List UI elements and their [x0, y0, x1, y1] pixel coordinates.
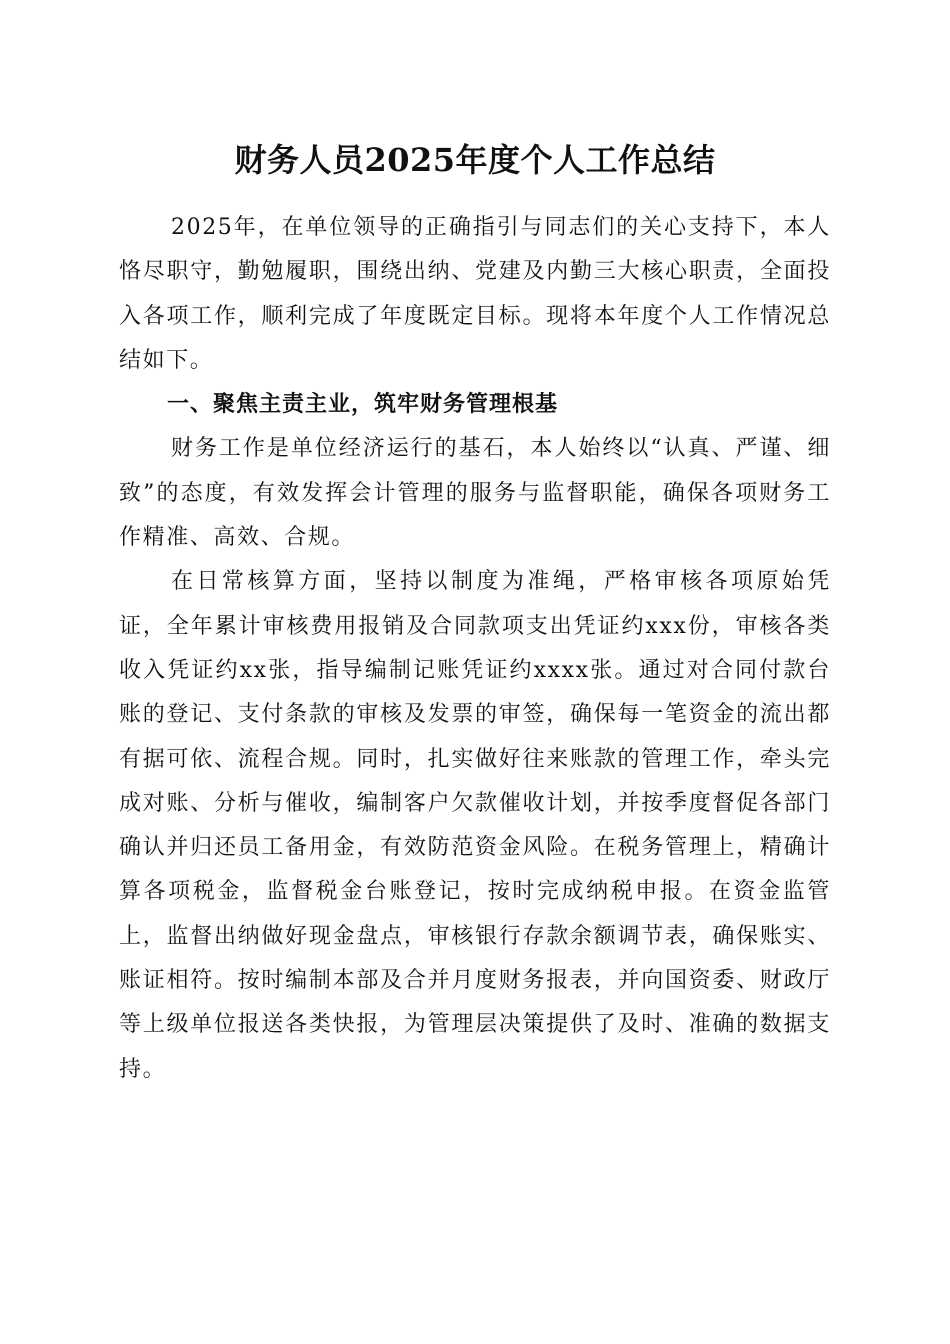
document-title: 财务人员2025年度个人工作总结	[234, 141, 716, 179]
section-1-paragraph-1: 财务工作是单位经济运行的基石，本人始终以“认真、严谨、细致”的态度，有效发挥会计管理的服务与监督职能，确保各项财务工作精准、高效、合规。	[119, 436, 831, 551]
document-body	[119, 206, 831, 1092]
section-1-paragraph-2: 在日常核算方面，坚持以制度为准绳，严格审核各项原始凭证，全年累计审核费用报销及合同款项支出凭证约xxx份，审核各类收入凭证约xx张，指导编制记账凭证约xxxx张。通过对合同付款台账的登记、支付条款的审核及发票的审签，确保每一笔资金的流出都有据可依、流程合规。同时，扎实做好往来账款的管理工作，牵头完成对账、分析与催收，编制客户欠款催收计划，并按季度督促各部门确认并归还员工备用金，有效防范资金风险。在税务管理上，精确计算各项税金，监督税金台账登记，按时完成纳税申报。在资金监管上，监督出纳做好现金盘点，审核银行存款余额调节表，确保账实、账证相符。按时编制本部及合并月度财务报表，并向国资委、财政厅等上级单位报送各类快报，为管理层决策提供了及时、准确的数据支持。	[119, 569, 831, 1082]
section-heading-1: 一、聚焦主责主业，筑牢财务管理根基	[167, 392, 559, 418]
intro-paragraph: 2025年，在单位领导的正确指引与同志们的关心支持下，本人恪尽职守，勤勉履职，围绕出纳、党建及内勤三大核心职责，全面投入各项工作，顺利完成了年度既定目标。现将本年度个人工作情况总结如下。	[119, 215, 831, 373]
